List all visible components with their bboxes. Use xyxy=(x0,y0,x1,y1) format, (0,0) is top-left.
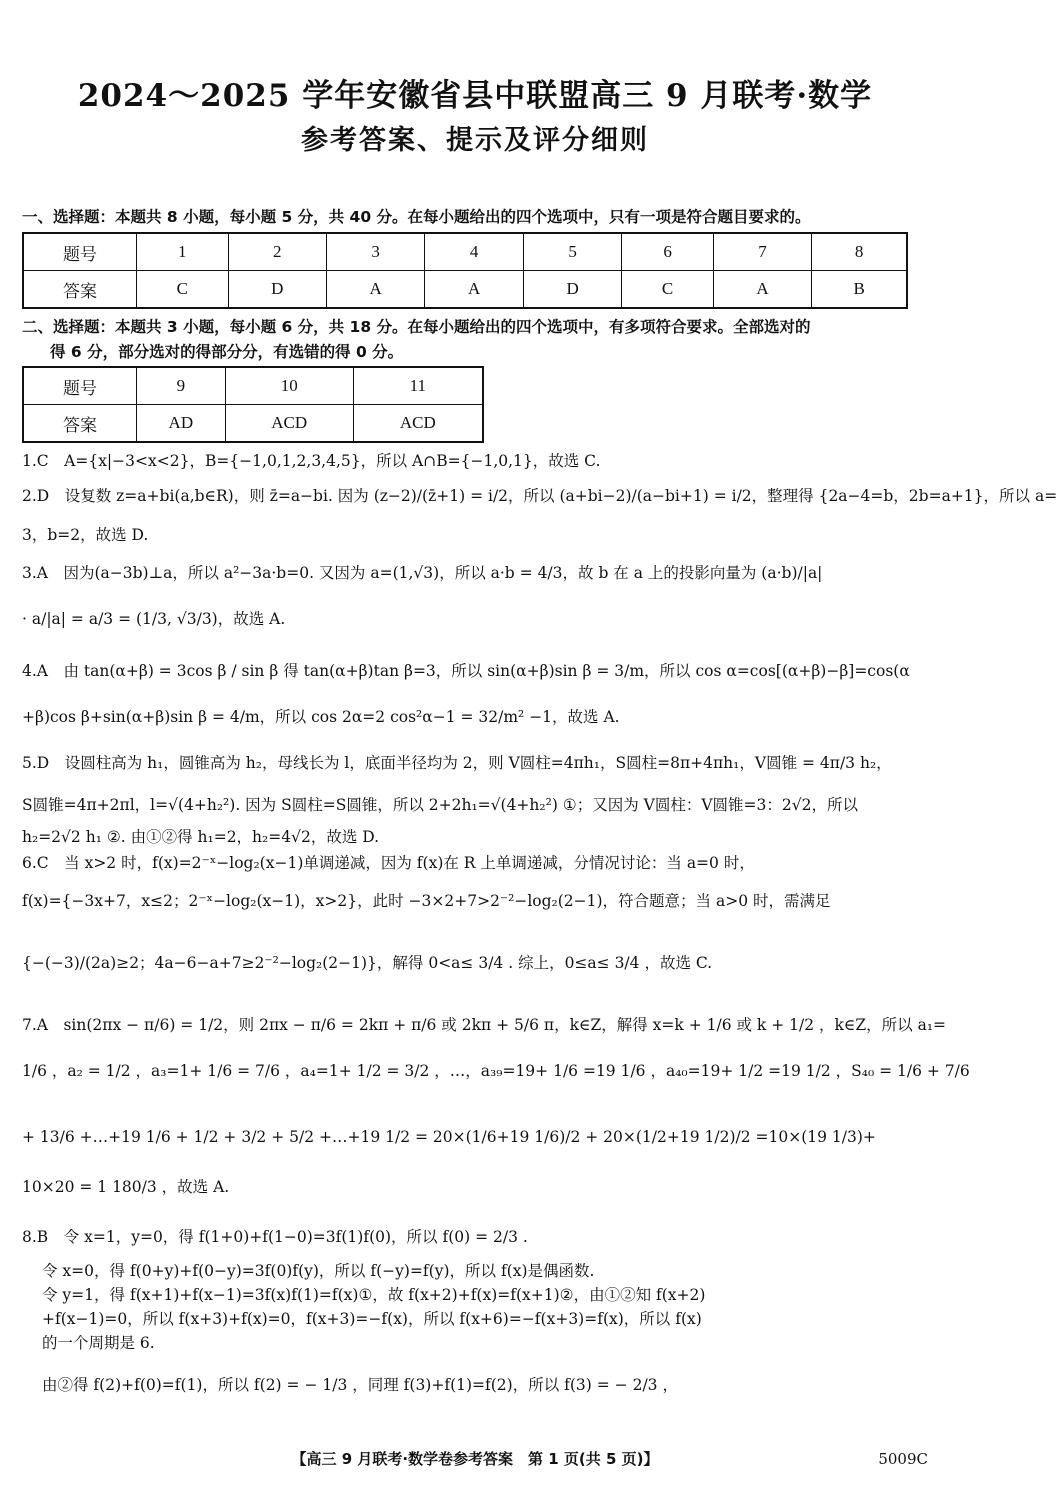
solution-line: 4.A 由 tan(α+β) = 3cos β / sin β 得 tan(α+β)tan β=3，所以 sin(α+β)sin β = 3/m，所以 cos α=cos[(α+β)−β]=cos(α xyxy=(22,662,910,680)
question-number: 2 xyxy=(228,233,326,271)
section2-answer-table xyxy=(22,366,484,443)
question-number: 6 xyxy=(622,233,714,271)
solution-line: · a/|a| = a/3 = (1/3, √3/3)，故选 A. xyxy=(22,610,286,628)
solution-line: 7.A sin(2πx − π/6) = 1/2，则 2πx − π/6 = 2kπ + π/6 或 2kπ + 5/6 π，k∈Z，解得 x=k + 1/6 或 k + 1/2 ，k∈Z，所以 a₁= xyxy=(22,1016,947,1034)
solution-line: h₂=2√2 h₁ ②. 由①②得 h₁=2，h₂=4√2，故选 D. xyxy=(22,828,380,846)
question-number: 9 xyxy=(137,367,226,405)
section2-heading-line1: 二、选择题：本题共 3 小题，每小题 6 分，共 18 分。在每小题给出的四个选项中，有多项符合要求。全部选对的 xyxy=(22,318,811,336)
row-label: 答案 xyxy=(23,271,137,309)
answer-cell: C xyxy=(622,271,714,309)
solution-line: 1/6 ，a₂ = 1/2 ，a₃=1+ 1/6 = 7/6 ，a₄=1+ 1/2 = 3/2 ，…，a₃₉=19+ 1/6 =19 1/6 ，a₄₀=19+ 1/2 =19 1/2 ，S₄₀ = 1/6 + 7/6 xyxy=(22,1062,970,1080)
solution-line: 的一个周期是 6. xyxy=(42,1334,155,1352)
table-row xyxy=(23,405,483,443)
section1-heading: 一、选择题：本题共 8 小题，每小题 5 分，共 40 分。在每小题给出的四个选项中，只有一项是符合题目要求的。 xyxy=(22,208,811,226)
solution-line: 令 y=1，得 f(x+1)+f(x−1)=3f(x)f(1)=f(x)①，故 f(x+2)+f(x)=f(x+1)②，由①②知 f(x+2) xyxy=(42,1286,706,1304)
solution-line: 1.C A={x|−3<x<2}，B={−1,0,1,2,3,4,5}，所以 A∩B={−1,0,1}，故选 C. xyxy=(22,452,601,470)
solution-line: 8.B 令 x=1，y=0，得 f(1+0)+f(1−0)=3f(1)f(0)，所以 f(0) = 2/3 . xyxy=(22,1228,528,1246)
document-code: 5009C xyxy=(878,1450,928,1468)
solution-line: + 13/6 +…+19 1/6 + 1/2 + 3/2 + 5/2 +…+19 1/2 = 20×(1/6+19 1/6)/2 + 20×(1/2+19 1/2)/2 =10×(19 1/3)+ xyxy=(22,1128,876,1146)
solution-line: 2.D 设复数 z=a+bi(a,b∈R)，则 z̄=a−bi. 因为 (z−2)/(z̄+1) = i/2，所以 (a+bi−2)/(a−bi+1) = i/2，整理得 {2a−4=b，2b=a+1}，所以 a= xyxy=(22,487,1057,505)
solution-line: f(x)={−3x+7，x≤2；2⁻ˣ−log₂(x−1)，x>2}，此时 −3×2+7>2⁻²−log₂(2−1)，符合题意；当 a>0 时，需满足 xyxy=(22,892,831,910)
solution-line: 3，b=2，故选 D. xyxy=(22,526,149,544)
answer-cell: A xyxy=(326,271,424,309)
solution-line: 3.A 因为(a−3b)⊥a，所以 a²−3a·b=0. 又因为 a=(1,√3)，所以 a·b = 4/3，故 b 在 a 上的投影向量为 (a·b)/|a| xyxy=(22,564,823,582)
question-number: 11 xyxy=(353,367,483,405)
solution-line: 5.D 设圆柱高为 h₁，圆锥高为 h₂，母线长为 l，底面半径均为 2，则 V圆柱=4πh₁，S圆柱=8π+4πh₁，V圆锥 = 4π/3 h₂， xyxy=(22,754,892,772)
answer-cell: A xyxy=(713,271,811,309)
page-title: 2024～2025 学年安徽省县中联盟高三 9 月联考·数学 xyxy=(77,78,873,114)
solution-line: 由②得 f(2)+f(0)=f(1)，所以 f(2) = − 1/3 ，同理 f(3)+f(1)=f(2)，所以 f(3) = − 2/3 ， xyxy=(42,1376,678,1394)
answer-cell: D xyxy=(228,271,326,309)
solution-line: 令 x=0，得 f(0+y)+f(0−y)=3f(0)f(y)，所以 f(−y)=f(y)，所以 f(x)是偶函数. xyxy=(42,1262,595,1280)
question-number: 7 xyxy=(713,233,811,271)
section1-answer-table xyxy=(22,232,908,309)
row-label: 答案 xyxy=(23,405,137,443)
solution-line: S圆锥=4π+2πl，l=√(4+h₂²). 因为 S圆柱=S圆锥，所以 2+2h₁=√(4+h₂²) ①；又因为 V圆柱：V圆锥=3：2√2，所以 xyxy=(22,796,858,814)
question-number: 8 xyxy=(812,233,907,271)
answer-cell: B xyxy=(812,271,907,309)
answer-cell: D xyxy=(523,271,621,309)
answer-cell: C xyxy=(137,271,229,309)
row-label: 题号 xyxy=(23,233,137,271)
page-footer: 【高三 9 月联考·数学卷参考答案 第 1 页(共 5 页)】 xyxy=(291,1450,659,1468)
solution-line: +f(x−1)=0，所以 f(x+3)+f(x)=0，f(x+3)=−f(x)，所以 f(x+6)=−f(x+3)=f(x)，所以 f(x) xyxy=(42,1310,702,1328)
table-row xyxy=(23,367,483,405)
question-number: 3 xyxy=(326,233,424,271)
section2-heading-line2: 得 6 分，部分选对的得部分分，有选错的得 0 分。 xyxy=(50,343,404,361)
solution-line: +β)cos β+sin(α+β)sin β = 4/m，所以 cos 2α=2 cos²α−1 = 32/m² −1，故选 A. xyxy=(22,708,620,726)
table-row xyxy=(23,233,907,271)
solution-line: 6.C 当 x>2 时，f(x)=2⁻ˣ−log₂(x−1)单调递减，因为 f(x)在 R 上单调递减，分情况讨论：当 a=0 时， xyxy=(22,854,755,872)
row-label: 题号 xyxy=(23,367,137,405)
table-row xyxy=(23,271,907,309)
question-number: 1 xyxy=(137,233,229,271)
question-number: 4 xyxy=(425,233,523,271)
answer-cell: ACD xyxy=(225,405,353,443)
answer-cell: ACD xyxy=(353,405,483,443)
page-subtitle: 参考答案、提示及评分细则 xyxy=(301,125,649,156)
question-number: 5 xyxy=(523,233,621,271)
answer-cell: AD xyxy=(137,405,226,443)
solution-line: 10×20 = 1 180/3 ，故选 A. xyxy=(22,1178,230,1196)
question-number: 10 xyxy=(225,367,353,405)
answer-cell: A xyxy=(425,271,523,309)
solution-line: {−(−3)/(2a)≥2；4a−6−a+7≥2⁻²−log₂(2−1)}，解得 0<a≤ 3/4 . 综上，0≤a≤ 3/4 ，故选 C. xyxy=(22,954,713,972)
